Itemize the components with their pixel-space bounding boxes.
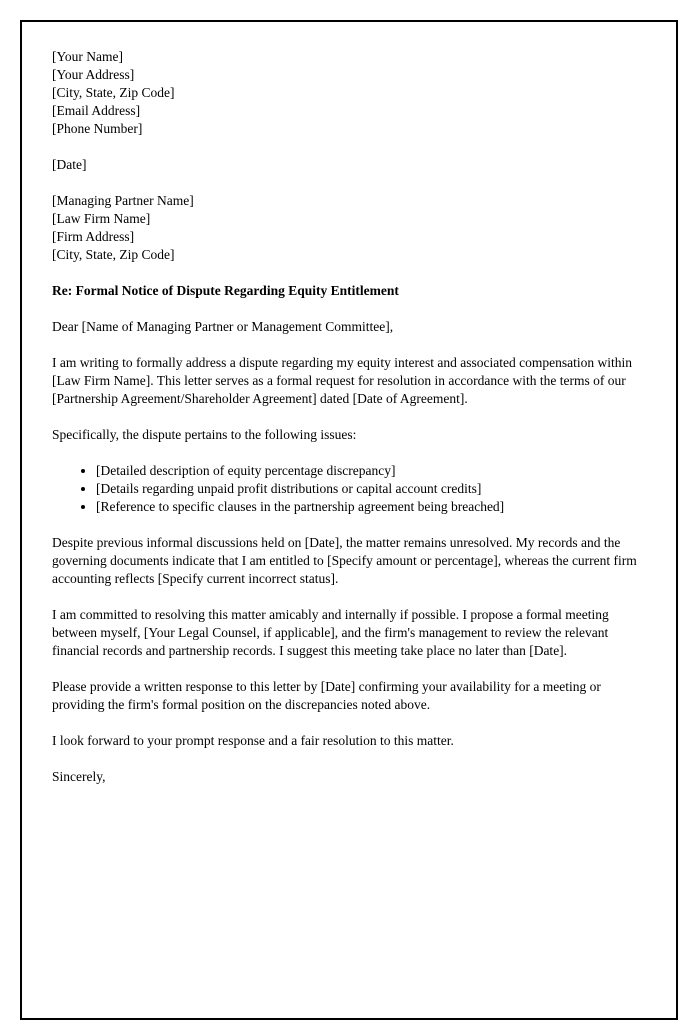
issue-item-breached-clauses: • [Reference to specific clauses in the partnership agreement being breached] <box>96 498 646 516</box>
paragraph-meeting: I am committed to resolving this matter amicably and internally if possible. I propose a formal meeting between myself, [Your Legal Counsel, if applicable], and the firm's management to review the relevant financial records and partnership records. I suggest this meeting take place no later than [Date]. <box>52 607 609 658</box>
sender-email-line: [Email Address] <box>52 103 141 118</box>
issues-list <box>52 462 646 516</box>
recipient-name-line: [Managing Partner Name] <box>52 193 194 208</box>
sender-phone-line: [Phone Number] <box>52 121 143 136</box>
paragraph-lookforward: I look forward to your prompt response and a fair resolution to this matter. <box>52 733 454 748</box>
date-block <box>52 156 646 174</box>
closing: Sincerely, <box>52 769 106 784</box>
subject-line: Re: Formal Notice of Dispute Regarding Equity Entitlement <box>52 283 399 298</box>
sender-address-line: [Your Address] <box>52 67 135 82</box>
paragraph-intro: I am writing to formally address a dispute regarding my equity interest and associated compensation within [Law Firm Name]. This letter serves as a formal request for resolution in accordance with the terms of our [Partnership Agreement/Shareholder Agreement] dated [Date of Agreement]. <box>52 355 632 406</box>
recipient-address-line: [Firm Address] <box>52 229 135 244</box>
paragraph-response: Please provide a written response to this letter by [Date] confirming your availability for a meeting or providing the firm's formal position on the discrepancies noted above. <box>52 679 601 712</box>
recipient-firm-line: [Law Firm Name] <box>52 211 151 226</box>
sender-city-line: [City, State, Zip Code] <box>52 85 175 100</box>
salutation: Dear [Name of Managing Partner or Management Committee], <box>52 319 394 334</box>
recipient-city-line: [City, State, Zip Code] <box>52 247 175 262</box>
issue-item-equity-discrepancy: • [Detailed description of equity percentage discrepancy] <box>96 462 646 480</box>
sender-name-line: [Your Name] <box>52 49 123 64</box>
paragraph-issues-lead: Specifically, the dispute pertains to the following issues: <box>52 427 357 442</box>
recipient-address-block <box>52 192 646 264</box>
issue-item-unpaid-distributions: • [Details regarding unpaid profit distributions or capital account credits] <box>96 480 646 498</box>
sender-address-block <box>52 48 646 138</box>
letter-page <box>20 20 678 1020</box>
paragraph-dispute: Despite previous informal discussions held on [Date], the matter remains unresolved. My records and the governing documents indicate that I am entitled to [Specify amount or percentage], whereas the current firm accounting reflects [Specify current incorrect status]. <box>52 535 637 586</box>
date-line: [Date] <box>52 157 87 172</box>
